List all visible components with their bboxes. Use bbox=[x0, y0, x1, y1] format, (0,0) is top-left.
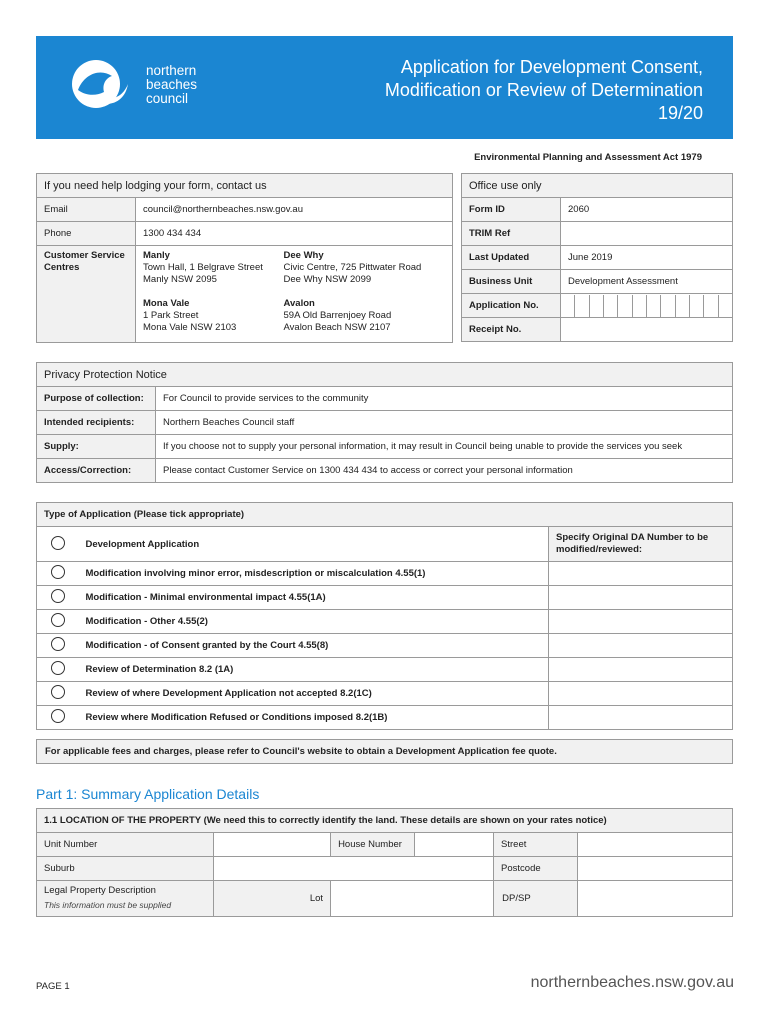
radio-review-modification-refused[interactable] bbox=[51, 709, 65, 723]
centres-label: Customer Service Centres bbox=[37, 246, 136, 343]
title-line: Application for Development Consent, bbox=[400, 57, 703, 77]
radio-cell bbox=[37, 610, 79, 634]
option-text: Development Application bbox=[85, 538, 200, 550]
radio-cell bbox=[37, 658, 79, 682]
form-id-value: 2060 bbox=[561, 198, 733, 222]
email-label: Email bbox=[37, 198, 136, 222]
option-label bbox=[79, 634, 549, 658]
phone-value[interactable]: 1300 434 434 bbox=[136, 222, 453, 246]
option-ref: 4.55(2) bbox=[177, 616, 208, 627]
postcode-field[interactable] bbox=[577, 857, 732, 881]
logo-wordmark bbox=[146, 64, 197, 106]
centre-name: Avalon bbox=[283, 298, 315, 309]
radio-cell bbox=[37, 527, 79, 562]
original-da-field[interactable] bbox=[549, 634, 733, 658]
application-no-label: Application No. bbox=[462, 294, 561, 318]
title-line: Modification or Review of Determination bbox=[384, 80, 703, 100]
radio-cell bbox=[37, 706, 79, 730]
dpsp-field[interactable] bbox=[577, 881, 732, 917]
act-reference: Environmental Planning and Assessment Act 1979 bbox=[474, 152, 702, 163]
option-label bbox=[79, 682, 549, 706]
original-da-field[interactable] bbox=[549, 706, 733, 730]
option-text: Modification - Minimal environmental impact bbox=[85, 592, 289, 603]
radio-modification-court[interactable] bbox=[51, 637, 65, 651]
option-text: Modification - of Consent granted by the Court bbox=[85, 640, 299, 651]
centre-address: 1 Park Street bbox=[143, 310, 199, 321]
last-updated-label: Last Updated bbox=[462, 246, 561, 270]
option-ref: 4.55(1A) bbox=[288, 592, 326, 603]
option-label bbox=[79, 527, 549, 562]
radio-cell bbox=[37, 634, 79, 658]
trim-ref-label: TRIM Ref bbox=[462, 222, 561, 246]
radio-modification-minor-error[interactable] bbox=[51, 565, 65, 579]
street-field[interactable] bbox=[577, 833, 732, 857]
original-da-field[interactable] bbox=[549, 682, 733, 706]
option-label bbox=[79, 586, 549, 610]
part1-title: Part 1: Summary Application Details bbox=[36, 786, 260, 802]
website-link[interactable]: northernbeaches.nsw.gov.au bbox=[530, 974, 734, 991]
last-updated-value: June 2019 bbox=[561, 246, 733, 270]
header-banner bbox=[36, 36, 733, 139]
application-type-heading: Type of Application (Please tick appropriate) bbox=[37, 503, 733, 527]
property-location-table bbox=[36, 808, 733, 917]
title-line: 19/20 bbox=[657, 103, 703, 123]
option-label bbox=[79, 562, 549, 586]
suburb-field[interactable] bbox=[213, 857, 493, 881]
logo-line: northern bbox=[146, 63, 197, 78]
radio-development-application[interactable] bbox=[51, 536, 65, 550]
centre-address: 59A Old Barrenjoey Road bbox=[283, 310, 392, 321]
house-number-field[interactable] bbox=[414, 833, 493, 857]
dpsp-label: DP/SP bbox=[494, 881, 578, 917]
option-ref: 4.55(1) bbox=[395, 568, 426, 579]
original-da-field[interactable] bbox=[549, 562, 733, 586]
centre-address: Mona Vale NSW 2103 bbox=[143, 322, 237, 333]
centre-name: Dee Why bbox=[283, 250, 324, 261]
radio-review-of-determination[interactable] bbox=[51, 661, 65, 675]
option-text: Review where Modification Refused or Conditions imposed bbox=[85, 712, 356, 723]
suburb-label: Suburb bbox=[37, 857, 214, 881]
privacy-row-label: Purpose of collection: bbox=[37, 387, 156, 411]
location-heading: 1.1 LOCATION OF THE PROPERTY (We need this to correctly identify the land. These details are shown on your rates notice) bbox=[37, 809, 733, 833]
privacy-row-value: Please contact Customer Service on 1300 434 434 to access or correct your personal information bbox=[156, 459, 733, 483]
legal-description-label: Legal Property Description bbox=[44, 885, 156, 896]
centre-address: Civic Centre, 725 Pittwater Road bbox=[283, 262, 422, 273]
option-ref: 8.2(1B) bbox=[355, 712, 388, 723]
radio-cell bbox=[37, 562, 79, 586]
page-number: PAGE 1 bbox=[36, 981, 70, 992]
legal-description-note: This information must be supplied bbox=[44, 900, 172, 910]
original-da-field[interactable] bbox=[549, 586, 733, 610]
option-label bbox=[79, 610, 549, 634]
option-label bbox=[79, 658, 549, 682]
privacy-row-value: For Council to provide services to the community bbox=[156, 387, 733, 411]
receipt-no-field[interactable] bbox=[561, 318, 733, 342]
council-logo-icon bbox=[66, 54, 146, 118]
option-ref: 8.2(1C) bbox=[340, 688, 372, 699]
radio-cell bbox=[37, 586, 79, 610]
centre-address: Avalon Beach NSW 2107 bbox=[283, 322, 391, 333]
street-label: Street bbox=[494, 833, 578, 857]
option-text: Modification involving minor error, misdescription or miscalculation bbox=[85, 568, 396, 579]
contact-table bbox=[36, 173, 453, 343]
unit-number-field[interactable] bbox=[213, 833, 330, 857]
receipt-no-label: Receipt No. bbox=[462, 318, 561, 342]
application-no-digit-cells[interactable] bbox=[561, 295, 732, 317]
radio-review-not-accepted[interactable] bbox=[51, 685, 65, 699]
privacy-row-label: Intended recipients: bbox=[37, 411, 156, 435]
logo-line: council bbox=[146, 91, 189, 106]
postcode-label: Postcode bbox=[494, 857, 578, 881]
legal-description-label-cell bbox=[37, 881, 214, 917]
form-id-label: Form ID bbox=[462, 198, 561, 222]
centre-address: Town Hall, 1 Belgrave Street bbox=[143, 262, 263, 273]
lot-label: Lot bbox=[213, 881, 330, 917]
office-use-table bbox=[461, 173, 733, 342]
centres-col-right bbox=[277, 246, 453, 343]
business-unit-value: Development Assessment bbox=[561, 270, 733, 294]
centre-address: Manly NSW 2095 bbox=[143, 274, 217, 285]
radio-modification-minimal-impact[interactable] bbox=[51, 589, 65, 603]
privacy-row-value: Northern Beaches Council staff bbox=[156, 411, 733, 435]
privacy-row-label: Access/Correction: bbox=[37, 459, 156, 483]
business-unit-label: Business Unit bbox=[462, 270, 561, 294]
fees-note: For applicable fees and charges, please refer to Council's website to obtain a Development Application fee quote. bbox=[36, 739, 733, 764]
option-label bbox=[79, 706, 549, 730]
logo-line: beaches bbox=[146, 77, 198, 92]
centre-address: Dee Why NSW 2099 bbox=[283, 274, 372, 285]
contact-heading: If you need help lodging your form, contact us bbox=[37, 174, 453, 198]
centre-name: Mona Vale bbox=[143, 298, 190, 309]
original-da-label: Specify Original DA Number to be modified/reviewed: bbox=[549, 527, 733, 562]
house-number-label: House Number bbox=[331, 833, 415, 857]
trim-ref-field[interactable] bbox=[561, 222, 733, 246]
option-text: Modification - Other bbox=[85, 616, 178, 627]
option-ref: 8.2 (1A) bbox=[199, 664, 234, 675]
radio-modification-other[interactable] bbox=[51, 613, 65, 627]
option-ref: 4.55(8) bbox=[298, 640, 329, 651]
unit-number-label: Unit Number bbox=[37, 833, 214, 857]
privacy-heading: Privacy Protection Notice bbox=[37, 363, 733, 387]
radio-cell bbox=[37, 682, 79, 706]
application-no-field[interactable] bbox=[561, 294, 733, 318]
option-text: Review of Determination bbox=[85, 664, 199, 675]
email-value[interactable]: council@northernbeaches.nsw.gov.au bbox=[136, 198, 453, 222]
office-heading: Office use only bbox=[462, 174, 733, 198]
original-da-field[interactable] bbox=[549, 658, 733, 682]
option-text: Review of where Development Application not accepted bbox=[85, 688, 341, 699]
privacy-row-label: Supply: bbox=[37, 435, 156, 459]
privacy-notice-table bbox=[36, 362, 733, 483]
centre-name: Manly bbox=[143, 250, 170, 261]
privacy-row-value: If you choose not to supply your personal information, it may result in Council being unable to provide the services you seek bbox=[156, 435, 733, 459]
application-type-table bbox=[36, 502, 733, 730]
form-title bbox=[385, 56, 703, 125]
original-da-field[interactable] bbox=[549, 610, 733, 634]
lot-field[interactable] bbox=[331, 881, 494, 917]
phone-label: Phone bbox=[37, 222, 136, 246]
centres-col-left bbox=[136, 246, 277, 343]
